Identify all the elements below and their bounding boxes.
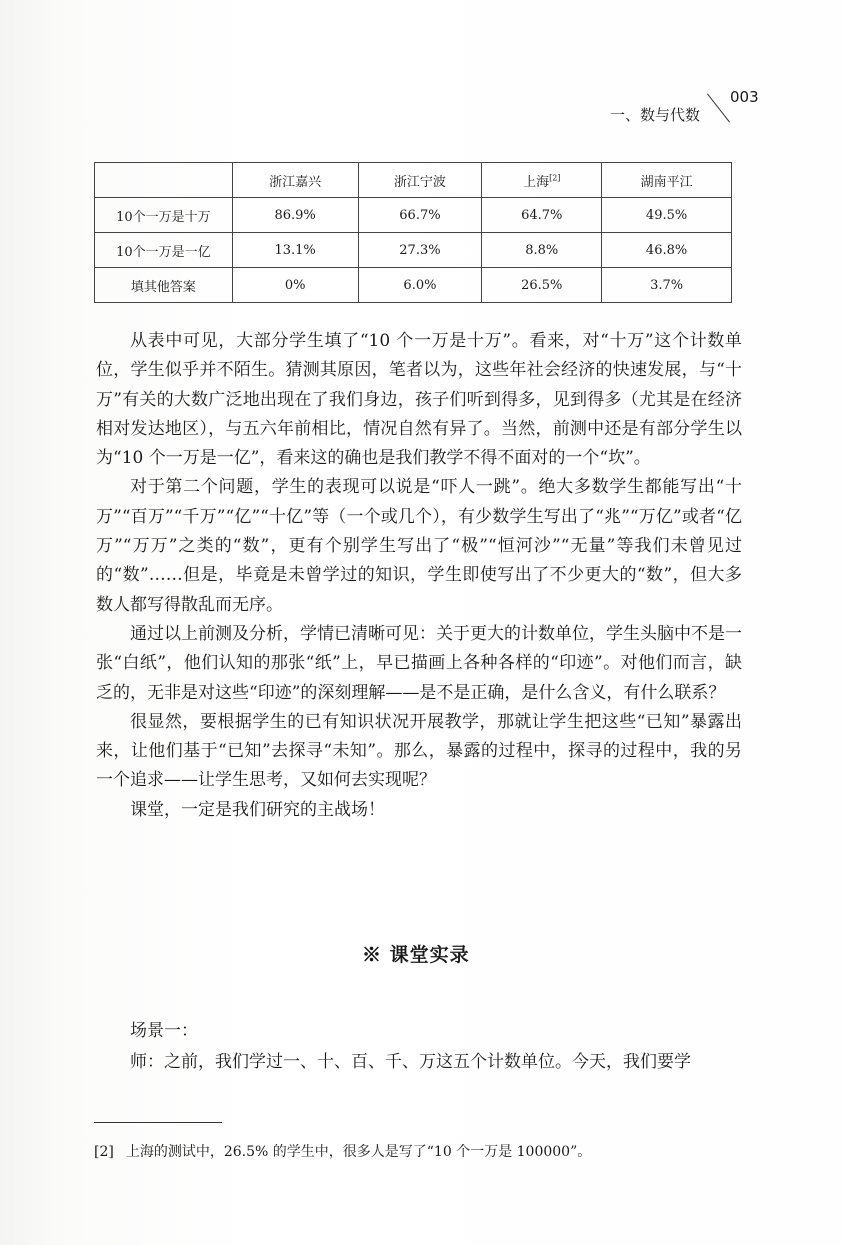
header-divider	[707, 94, 730, 123]
section-title: 一、数与代数	[610, 106, 701, 124]
footnote-mark: [2]	[94, 1144, 114, 1160]
table-corner-cell	[95, 163, 233, 198]
table-cell: 49.5%	[602, 198, 732, 233]
column-header	[482, 163, 602, 198]
column-header-label: 上海	[523, 174, 550, 190]
table-cell: 8.8%	[482, 233, 602, 268]
paragraph: 从表中可见，大部分学生填了“10 个一万是十万”。看来，对“十万”这个计数单位，学生似乎并不陌生。猜测其原因，笔者以为，这些年社会经济的快速发展，与“十万”有关的大数广泛地出现在了我们身边，孩子们听到得多，见到得多（尤其是在经济相对发达地区），与五六年前相比，情况自然有异了。当然，前测中还是有部分学生以为“10 个一万是一亿”，看来这的确也是我们教学不得不面对的一个“坎”。	[96, 331, 742, 469]
table-cell: 3.7%	[602, 268, 732, 303]
survey-table	[94, 162, 732, 303]
paragraph: 课堂，一定是我们研究的主战场！	[130, 799, 385, 820]
section-heading: ※ 课堂实录	[362, 944, 470, 966]
scene-label: 场景一：	[130, 1021, 198, 1041]
table-cell: 27.3%	[358, 233, 482, 268]
table-cell: 6.0%	[358, 268, 482, 303]
row-label: 填其他答案	[95, 268, 233, 303]
table-cell: 64.7%	[482, 198, 602, 233]
running-header	[560, 86, 780, 126]
table-header-row	[95, 163, 732, 198]
footnote	[94, 1142, 744, 1162]
footnote-ref: [2]	[549, 173, 561, 183]
column-header: 湖南平江	[602, 163, 732, 198]
table-row	[95, 198, 732, 233]
column-header: 浙江嘉兴	[232, 163, 358, 198]
row-label: 10个一万是十万	[95, 198, 233, 233]
footnote-divider	[94, 1122, 222, 1123]
body-text	[96, 327, 742, 825]
row-label: 10个一万是一亿	[95, 233, 233, 268]
table-cell: 86.9%	[232, 198, 358, 233]
table-row	[95, 268, 732, 303]
paragraph: 对于第二个问题，学生的表现可以说是“吓人一跳”。绝大多数学生都能写出“十万”“百万”“千万”“亿”“十亿”等（一个或几个），有少数学生写出了“兆”“万亿”或者“亿万”“万万”之类的“数”，更有个别学生写出了“极”“恒河沙”“无量”等我们未曾见过的“数”……但是，毕竟是未曾学过的知识，学生即使写出了不少更大的“数”，但大多数人都写得散乱而无序。	[96, 477, 742, 615]
table-cell: 0%	[232, 268, 358, 303]
table-cell: 13.1%	[232, 233, 358, 268]
paragraph: 通过以上前测及分析，学情已清晰可见：关于更大的计数单位，学生头脑中不是一张“白纸”，他们认知的那张“纸”上，早已描画上各种各样的“印迹”。对他们而言，缺乏的，无非是对这些“印迹”的深刻理解——是不是正确，是什么含义，有什么联系？	[96, 623, 742, 703]
footnote-text: 上海的测试中，26.5% 的学生中，很多人是写了“10 个一万是 100000”。	[125, 1144, 592, 1160]
table-row	[95, 233, 732, 268]
table-cell: 66.7%	[358, 198, 482, 233]
scene-line: 师：之前，我们学过一、十、百、千、万这五个计数单位。今天，我们要学	[130, 1052, 691, 1072]
paragraph: 很显然，要根据学生的已有知识状况开展教学，那就让学生把这些“已知”暴露出来，让他们基于“已知”去探寻“未知”。那么，暴露的过程中，探寻的过程中，我的另一个追求——让学生思考，又如何去实现呢？	[96, 711, 742, 791]
classroom-record	[96, 1016, 742, 1078]
table-cell: 46.8%	[602, 233, 732, 268]
table-cell: 26.5%	[482, 268, 602, 303]
page-number: 003	[730, 88, 759, 106]
column-header: 浙江宁波	[358, 163, 482, 198]
